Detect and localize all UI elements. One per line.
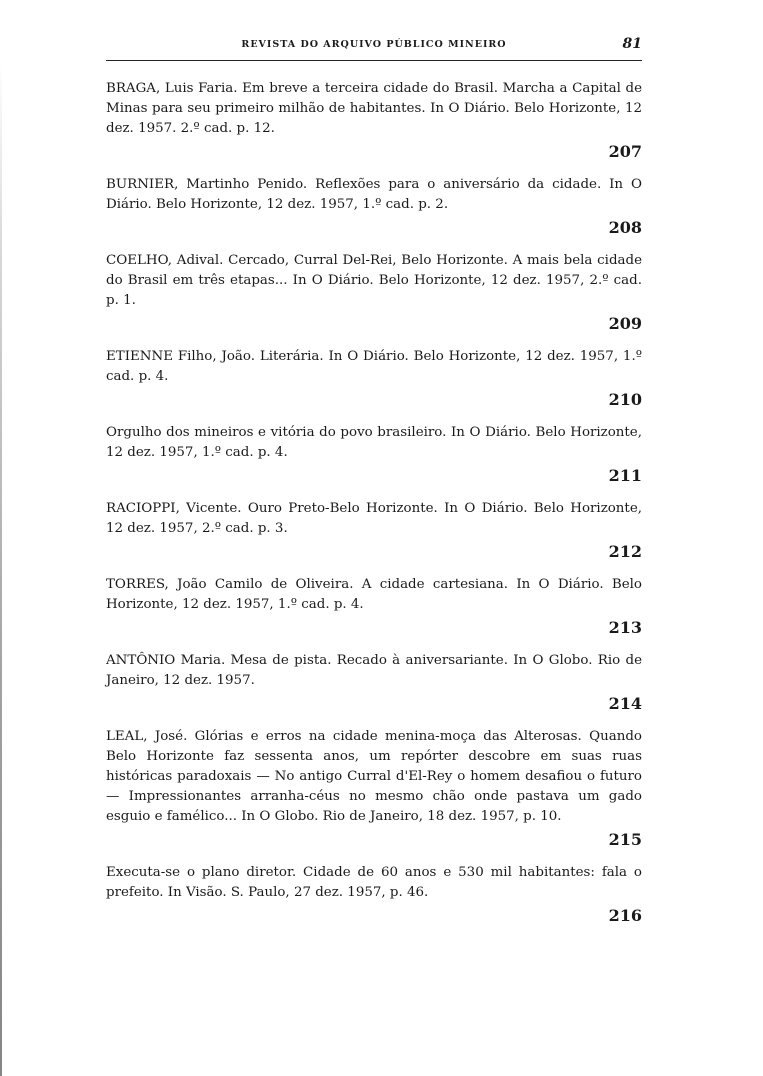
entry-number: 213: [608, 618, 642, 637]
bibliography-entry: [106, 651, 642, 715]
page-edge-shadow: [0, 60, 2, 1076]
entry-number: 211: [608, 466, 642, 485]
bibliography-entry: [106, 499, 642, 563]
bibliography-entry: [106, 727, 642, 851]
entry-number: 208: [608, 218, 642, 237]
bibliography-entry: [106, 575, 642, 639]
bibliography-entry: [106, 863, 642, 927]
entry-text: TORRES, João Camilo de Oliveira. A cidade cartesiana. In O Diário. Belo Horizonte, 12 dez. 1957, 1.º cad. p. 4.: [106, 577, 642, 612]
entry-number: 207: [608, 142, 642, 161]
page-header: [106, 36, 642, 61]
entry-text: BURNIER, Martinho Penido. Reflexões para o aniversário da cidade. In O Diário. Belo Horizonte, 12 dez. 1957, 1.º cad. p. 2.: [106, 177, 642, 212]
entry-text: ETIENNE Filho, João. Literária. In O Diário. Belo Horizonte, 12 dez. 1957, 1.º cad. p. 4.: [106, 349, 642, 384]
bibliography-entry: [106, 423, 642, 487]
entry-number: 215: [608, 830, 642, 849]
entry-text: Orgulho dos mineiros e vitória do povo brasileiro. In O Diário. Belo Horizonte, 12 dez. 1957, 1.º cad. p. 4.: [106, 425, 642, 460]
entry-number: 209: [608, 314, 642, 333]
page-number: 81: [622, 36, 642, 52]
entry-text: LEAL, José. Glórias e erros na cidade menina-moça das Alterosas. Quando Belo Horizonte faz sessenta anos, um repórter descobre em suas ruas históricas paradoxais — No antigo Curral d'El-Rey o homem desafiou o futuro — Impressionantes arranha-céus no mesmo chão onde pastava um gado esguio e famélico... In O Globo. Rio de Janeiro, 18 dez. 1957, p. 10.: [106, 729, 642, 824]
entry-text: ANTÔNIO Maria. Mesa de pista. Recado à aniversariante. In O Globo. Rio de Janeiro, 12 dez. 1957.: [106, 653, 642, 688]
entry-number: 212: [608, 542, 642, 561]
entry-text: BRAGA, Luis Faria. Em breve a terceira cidade do Brasil. Marcha a Capital de Minas para seu primeiro milhão de habitantes. In O Diário. Belo Horizonte, 12 dez. 1957. 2.º cad. p. 12.: [106, 81, 642, 136]
entry-number: 210: [608, 390, 642, 409]
entry-text: RACIOPPI, Vicente. Ouro Preto-Belo Horizonte. In O Diário. Belo Horizonte, 12 dez. 1957, 2.º cad. p. 3.: [106, 501, 642, 536]
bibliography-entry: [106, 347, 642, 411]
bibliography-entry: [106, 251, 642, 335]
entry-number: 216: [608, 906, 642, 925]
entry-number: 214: [608, 694, 642, 713]
bibliography-entry: [106, 175, 642, 239]
entry-text: Executa-se o plano diretor. Cidade de 60 anos e 530 mil habitantes: fala o prefeito. In Visão. S. Paulo, 27 dez. 1957, p. 46.: [106, 865, 642, 900]
running-head: REVISTA DO ARQUIVO PÚBLICO MINEIRO: [241, 39, 507, 50]
bibliography-entry: [106, 79, 642, 163]
document-page: [106, 36, 642, 939]
entry-text: COELHO, Adival. Cercado, Curral Del-Rei, Belo Horizonte. A mais bela cidade do Brasil em três etapas... In O Diário. Belo Horizonte, 12 dez. 1957, 2.º cad. p. 1.: [106, 253, 642, 308]
